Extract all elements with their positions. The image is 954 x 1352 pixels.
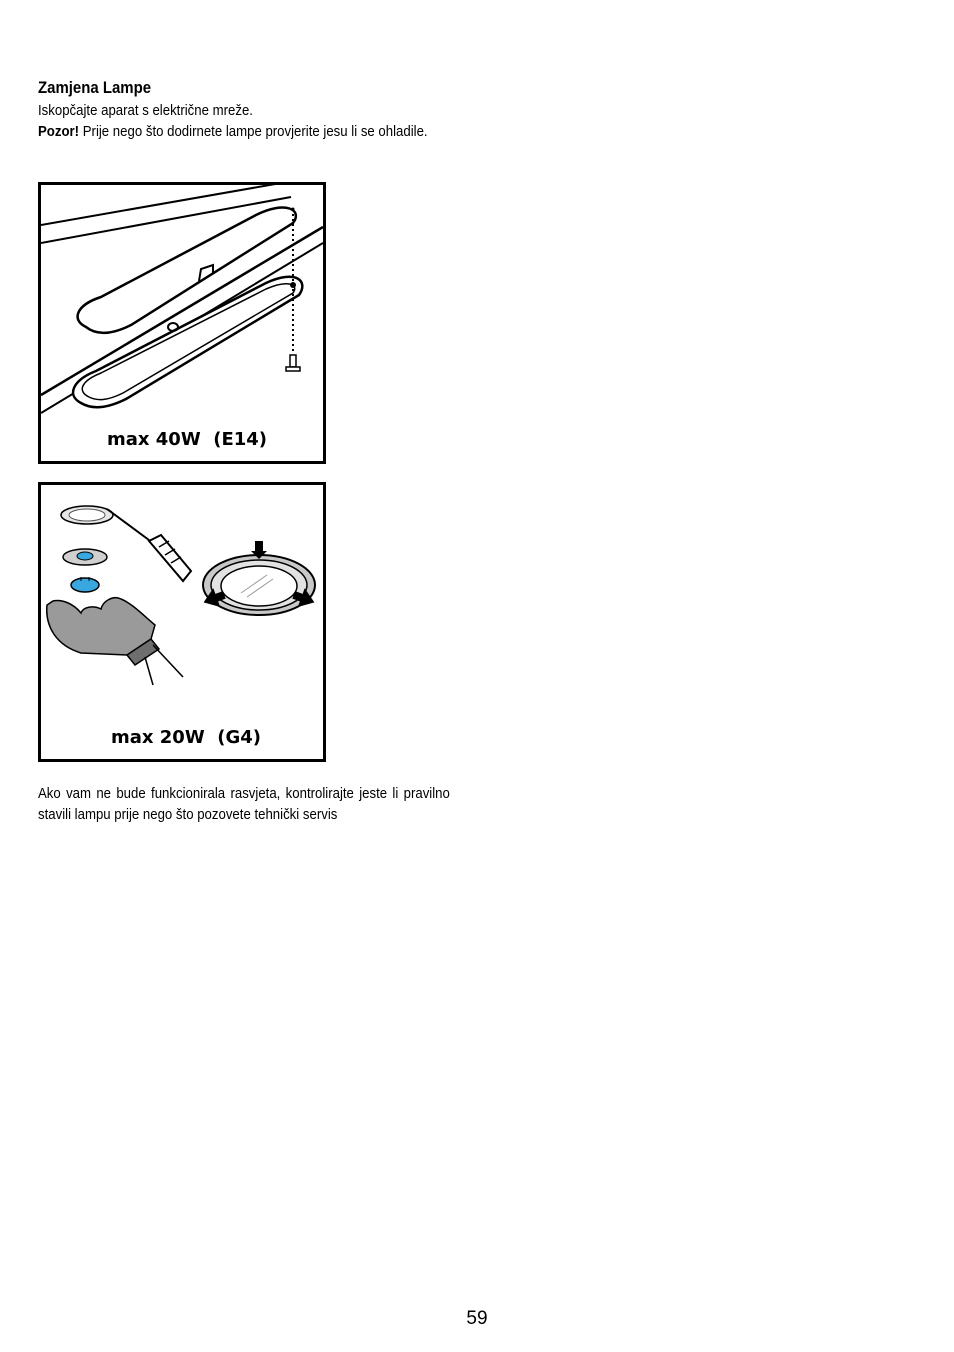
page-number: 59 (466, 1308, 488, 1329)
footer-note-text: Ako vam ne bude funkcionirala rasvjeta, kontrolirajte jeste li pravilno stavili lampu prije nego što pozovete tehnički servis (38, 785, 450, 823)
instruction-line: Iskopčajte aparat s električne mreže. (38, 102, 253, 119)
warning-label: Pozor! (38, 123, 80, 140)
footer-note (38, 783, 450, 825)
figure-g4-lamp (38, 482, 326, 762)
g4-lamp-illustration (41, 485, 323, 759)
figure-1-label: max 40W (E14) (107, 429, 268, 450)
figure-e14-lamp (38, 182, 326, 464)
instruction-text (38, 100, 450, 121)
warning-inner (38, 121, 450, 142)
section-title: Zamjena Lampe (38, 78, 152, 97)
lamp-cover-illustration (41, 185, 323, 461)
figure-2-label: max 20W (G4) (111, 727, 261, 748)
warning-paragraph (38, 121, 450, 142)
warning-text: Prije nego što dodirnete lampe provjerite jesu li se ohladile. (79, 123, 428, 140)
